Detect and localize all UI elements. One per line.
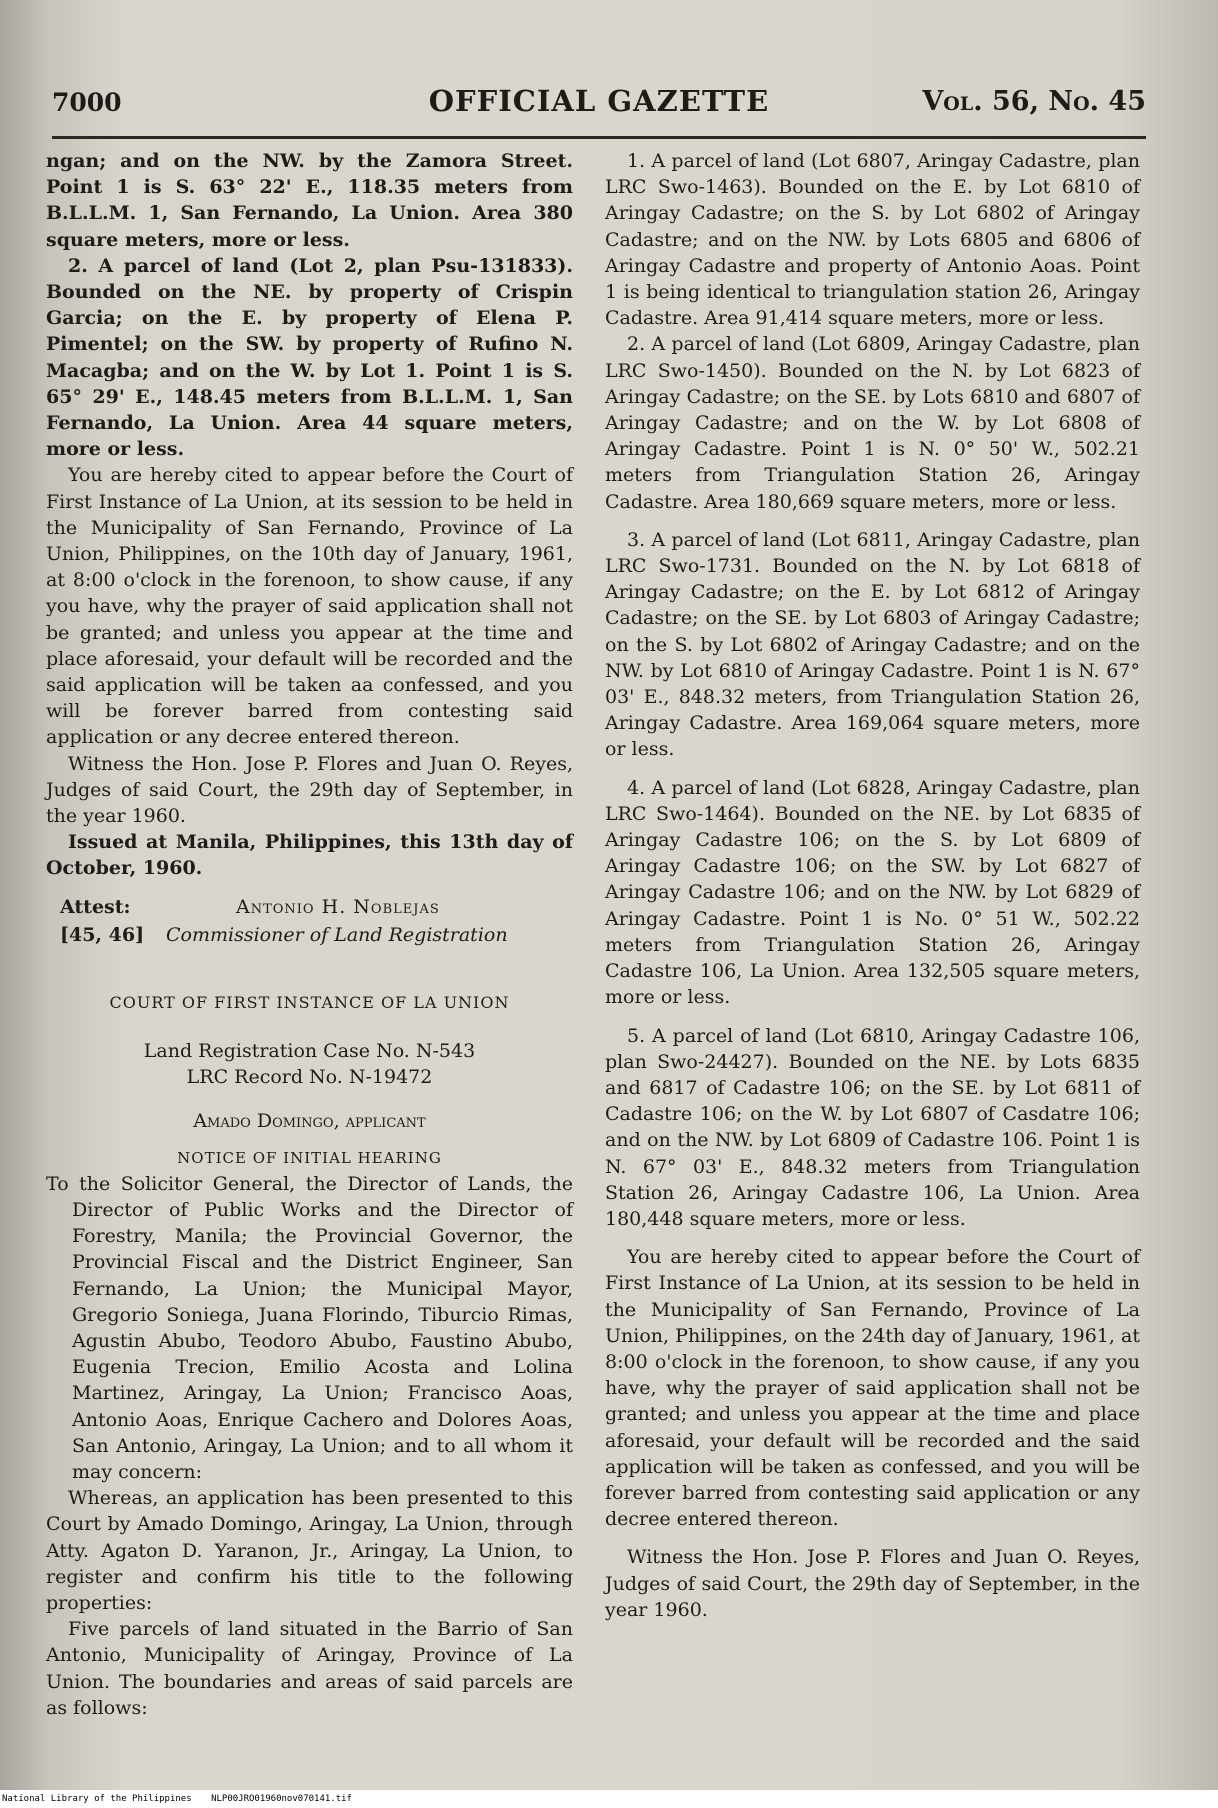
- attest-label: Attest:: [60, 895, 131, 918]
- applicant-line: Amado Domingo, applicant: [193, 1110, 426, 1133]
- volume-number: Vol. 56, No. 45: [922, 86, 1146, 117]
- right-column: [605, 148, 1140, 1623]
- page-number: 7000: [52, 88, 122, 117]
- header-rule: [52, 136, 1146, 139]
- paragraph: Issued at Manila, Philippines, this 13th day of October, 1960.: [46, 831, 573, 880]
- file-name: NLP00JRO01960nov070141.tif: [211, 1794, 352, 1804]
- court-heading: COURT OF FIRST INSTANCE OF LA UNION: [109, 992, 510, 1012]
- paragraph: Witness the Hon. Jose P. Flores and Juan O. Reyes, Judges of said Court, the 29th day of September, in the year 1960.: [46, 752, 573, 828]
- record-number: LRC Record No. N-19472: [186, 1066, 433, 1089]
- parcel-paragraph: 3. A parcel of land (Lot 6811, Aringay Cadastre, plan LRC Swo-1731. Bounded on the N. by Lot 6818 of Aringay Cadastre; on the E. by Lot 6812 of Aringay Cadastre; on the SE. by Lot 6803 of Aringay Cadastre; on the S. by Lot 6802 of Aringay Cadastre; and on the NW. by Lot 6810 of Aringay Cadastre. Point 1 is N. 67° 03' E., 848.32 meters, from Triangulation Station 26, Aringay Cadastre. Area 169,064 square meters, more or less.: [605, 528, 1140, 761]
- parcel-paragraph: 4. A parcel of land (Lot 6828, Aringay Cadastre, plan LRC Swo-1464). Bounded on the NE. by Lot 6835 of Aringay Cadastre 106; on the S. by Lot 6809 of Aringay Cadastre 106; on the SW. by Lot 6827 of Aringay Cadastre 106; and on the NW. by Lot 6829 of Aringay Cadastre. Point 1 is No. 0° 51 W., 502.22 meters from Triangulation Station 26, Aringay Cadastre 106, La Union. Area 132,505 square meters, more or less.: [605, 776, 1140, 1009]
- paragraph: You are hereby cited to appear before the Court of First Instance of La Union, at its session to be held in the Municipality of San Fernando, Province of La Union, Philippines, on the 10th day of January, 1961, at 8:00 o'clock in the forenoon, to show cause, if any you have, why the prayer of said application shall not be granted; and unless you appear at the time and place aforesaid, your default will be recorded and the said application will be taken aa confessed, and you will be forever barred from contesting said application or any decree entered thereon.: [46, 464, 573, 749]
- publication-title: OFFICIAL GAZETTE: [428, 84, 770, 118]
- notice-title: NOTICE OF INITIAL HEARING: [177, 1148, 442, 1167]
- case-number: Land Registration Case No. N-543: [143, 1039, 476, 1062]
- issue-reference: [45, 46]: [60, 923, 145, 946]
- addressee-paragraph: To the Solicitor General, the Director of Lands, the Director of Public Works and the Director of Forestry, Manila; the Provincial Governor, the Provincial Fiscal and the District Engineer, San Fernando, La Union; the Municipal Mayor, Gregorio Soniega, Juana Florindo, Tiburcio Rimas, Agustin Abubo, Teodoro Abubo, Faustino Abubo, Eugenia Trecion, Emilio Acosta and Lolina Martinez, Aringay, La Union; Francisco Aoas, Antonio Aoas, Enrique Cachero and Dolores Aoas, San Antonio, Aringay, La Union; and to all whom it may concern:: [46, 1172, 573, 1483]
- signatory-name: Antonio H. Noblejas: [236, 895, 440, 918]
- attestation: [46, 894, 573, 952]
- left-column: [46, 148, 573, 1721]
- parcel-paragraph: 1. A parcel of land (Lot 6807, Aringay Cadastre, plan LRC Swo-1463). Bounded on the E. by Lot 6810 of Aringay Cadastre; on the S. by Lot 6802 of Aringay Cadastre; and on the NW. by Lots 6805 and 6806 of Aringay Cadastre and property of Antonio Aoas. Point 1 is being identical to triangulation station 26, Aringay Cadastre. Area 91,414 square meters, more or less.: [605, 150, 1140, 330]
- library-credit: National Library of the Philippines: [2, 1794, 192, 1804]
- signatory-title: Commissioner of Land Registration: [166, 923, 508, 946]
- paragraph: 2. A parcel of land (Lot 2, plan Psu-131833). Bounded on the NE. by property of Crispin Garcia; on the E. by property of Elena P. Pimentel; on the SW. by property of Rufino N. Macagba; and on the W. by Lot 1. Point 1 is S. 65° 29' E., 148.45 meters from B.L.L.M. 1, San Fernando, La Union. Area 44 square meters, more or less.: [46, 254, 573, 461]
- paragraph: Witness the Hon. Jose P. Flores and Juan O. Reyes, Judges of said Court, the 29th day of September, in the year 1960.: [605, 1546, 1140, 1621]
- paragraph: You are hereby cited to appear before the Court of First Instance of La Union, at its session to be held in the Municipality of San Fernando, Province of La Union, Philippines, on the 24th day of January, 1961, at 8:00 o'clock in the forenoon, to show cause, if any you have, why the prayer of said application shall not be granted; and unless you appear at the time and place aforesaid, your default will be recorded and the said application will be taken as confessed, and you will be forever barred from contesting said application or any decree entered thereon.: [605, 1246, 1140, 1531]
- parcel-paragraph: 2. A parcel of land (Lot 6809, Aringay Cadastre, plan LRC Swo-1450). Bounded on the N. by Lot 6823 of Aringay Cadastre; on the SE. by Lots 6810 and 6807 of Aringay Cadastre; and on the W. by Lot 6808 of Aringay Cadastre. Point 1 is N. 0° 50' W., 502.21 meters from Triangulation Station 26, Aringay Cadastre. Area 180,669 square meters, more or less.: [605, 333, 1140, 513]
- parcel-paragraph: 5. A parcel of land (Lot 6810, Aringay Cadastre 106, plan Swo-24427). Bounded on the NE. by Lots 6835 and 6817 of Cadastre 106; on the SE. by Lot 6811 of Cadastre 106; on the W. by Lot 6807 of Casdatre 106; and on the NW. by Lot 6809 of Cadastre 106. Point 1 is N. 67° 03' E., 848.32 meters from Triangulation Station 26, Aringay Cadastre 106, La Union. Area 180,448 square meters, more or less.: [605, 1024, 1140, 1230]
- paragraph: Whereas, an application has been presented to this Court by Amado Domingo, Aringay, La Union, through Atty. Agaton D. Yaranon, Jr., Aringay, La Union, to register and confirm his title to the following properties:: [46, 1487, 573, 1614]
- page-header: [52, 80, 1146, 124]
- scan-footer: [0, 1790, 1218, 1808]
- paragraph: Five parcels of land situated in the Barrio of San Antonio, Municipality of Aringay, Province of La Union. The boundaries and areas of said parcels are as follows:: [46, 1618, 573, 1719]
- paragraph: ngan; and on the NW. by the Zamora Street. Point 1 is S. 63° 22' E., 118.35 meters from B.L.L.M. 1, San Fernando, La Union. Area 380 square meters, more or less.: [46, 150, 573, 251]
